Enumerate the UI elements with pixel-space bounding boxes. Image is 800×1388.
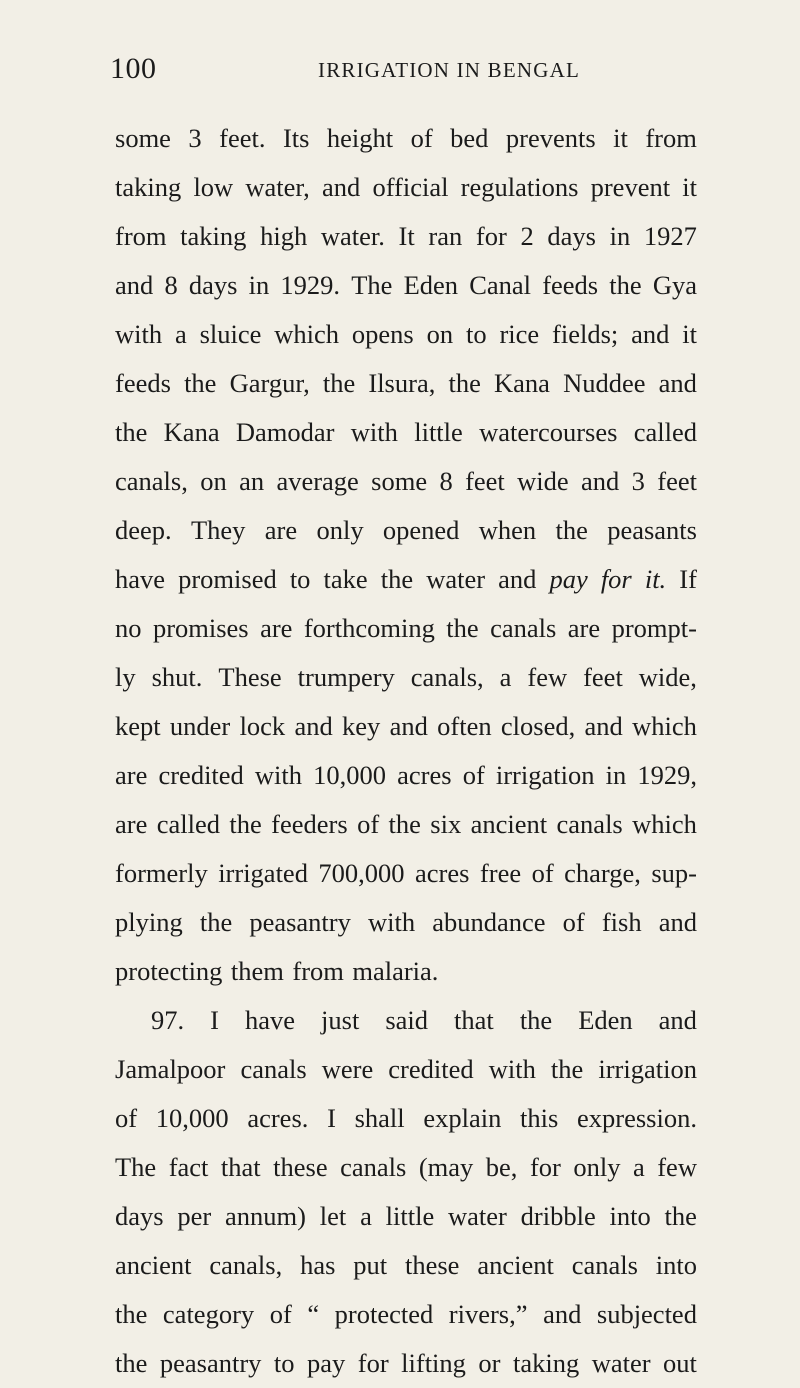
- word: water: [426, 564, 486, 594]
- word: the: [448, 368, 481, 398]
- text-line: [115, 1045, 697, 1094]
- word: 97.: [151, 1005, 185, 1035]
- word: and: [321, 172, 361, 202]
- word: it: [682, 172, 697, 202]
- word: key: [342, 711, 381, 741]
- word: the: [115, 1299, 148, 1329]
- word: a: [632, 1152, 645, 1182]
- word: fact: [168, 1152, 209, 1182]
- word: the: [519, 1005, 553, 1035]
- word: for: [357, 1348, 389, 1378]
- word: feet: [465, 466, 505, 496]
- text-line: [115, 898, 697, 947]
- text-line: [115, 653, 697, 702]
- word: malaria.: [352, 956, 439, 986]
- word: six: [430, 809, 462, 839]
- word: into: [609, 1201, 651, 1231]
- word: into: [655, 1250, 697, 1280]
- word: on: [200, 466, 227, 496]
- word: be,: [485, 1152, 518, 1182]
- word: in: [609, 221, 631, 251]
- word: lock: [239, 711, 286, 741]
- word: no: [115, 613, 142, 643]
- word: rice: [499, 319, 540, 349]
- word: has: [300, 1250, 336, 1280]
- word: canals: [340, 1152, 407, 1182]
- word: peasantry: [159, 1348, 262, 1378]
- word: wide: [517, 466, 569, 496]
- word: few: [657, 1152, 697, 1182]
- word: The: [115, 1152, 157, 1182]
- word: feet: [657, 466, 697, 496]
- word: promised: [178, 564, 277, 594]
- text-line: [115, 702, 697, 751]
- word: irrigation: [495, 760, 595, 790]
- word: are: [115, 809, 148, 839]
- word: I: [210, 1005, 219, 1035]
- word: in: [248, 270, 270, 300]
- page-header: [110, 52, 700, 92]
- word: and: [389, 711, 428, 741]
- word: with: [488, 1054, 536, 1084]
- word: of: [531, 858, 554, 888]
- word: watercourses: [479, 417, 618, 447]
- word: that: [220, 1152, 261, 1182]
- emphasized-word: pay: [549, 564, 588, 594]
- word: it: [682, 319, 697, 349]
- text-line: [115, 261, 697, 310]
- word: The: [351, 270, 393, 300]
- word: annum): [225, 1201, 306, 1231]
- word: are: [567, 613, 601, 643]
- word: with: [350, 417, 398, 447]
- word: 3: [188, 123, 202, 153]
- emphasized-word: it.: [644, 564, 667, 594]
- word: the: [322, 368, 356, 398]
- word: peasantry: [249, 907, 351, 937]
- word: the: [115, 417, 148, 447]
- word: that: [454, 1005, 494, 1035]
- word: and: [631, 319, 670, 349]
- word: irrigation: [598, 1054, 697, 1084]
- word: water,: [245, 172, 310, 202]
- word: and: [658, 1005, 697, 1035]
- word: 1927: [643, 221, 697, 251]
- word: ancient: [477, 1250, 554, 1280]
- word: the: [380, 564, 414, 594]
- word: rivers,”: [448, 1299, 528, 1329]
- text-line: [115, 408, 697, 457]
- word: Jamalpoor: [115, 1054, 226, 1084]
- text-line: [115, 359, 697, 408]
- word: canals: [490, 613, 557, 643]
- word: the: [184, 368, 217, 398]
- text-line: [115, 555, 697, 604]
- word: which: [632, 809, 697, 839]
- word: kept: [115, 711, 161, 741]
- word: little: [385, 1201, 435, 1231]
- word: called: [633, 417, 697, 447]
- word: the: [609, 270, 642, 300]
- word: average: [276, 466, 359, 496]
- word: prompt-: [611, 613, 697, 643]
- word: I: [327, 1103, 336, 1133]
- word: ly: [115, 662, 136, 692]
- word: to: [289, 564, 311, 594]
- word: and: [294, 711, 333, 741]
- word: when: [478, 515, 537, 545]
- word: Eden: [403, 270, 459, 300]
- page-number: 100: [110, 52, 157, 85]
- word: explain: [423, 1103, 502, 1133]
- word: promises: [152, 613, 249, 643]
- word: 8: [164, 270, 178, 300]
- word: plying: [115, 907, 183, 937]
- text-line: [115, 849, 697, 898]
- word: prevents: [505, 123, 596, 153]
- word: ancient: [470, 809, 548, 839]
- word: feeds: [542, 270, 599, 300]
- text-line: [115, 506, 697, 555]
- text-line: [115, 212, 697, 261]
- text-line: [115, 1143, 697, 1192]
- body-text: [115, 114, 697, 1388]
- word: of: [562, 907, 585, 937]
- word: lifting: [401, 1348, 466, 1378]
- text-line: [115, 457, 697, 506]
- word: to: [273, 1348, 295, 1378]
- word: are: [115, 760, 148, 790]
- word: credited: [388, 1054, 474, 1084]
- word: an: [239, 466, 265, 496]
- word: taking: [512, 1348, 580, 1378]
- word: and: [498, 564, 537, 594]
- word: put: [353, 1250, 388, 1280]
- text-line: [115, 1192, 697, 1241]
- word: acres: [415, 858, 470, 888]
- word: subjected: [596, 1299, 697, 1329]
- word: 700,000: [318, 858, 405, 888]
- text-line: [115, 310, 697, 359]
- word: which: [274, 319, 340, 349]
- word: feeds: [115, 368, 171, 398]
- word: If: [679, 564, 697, 594]
- word: shall: [354, 1103, 405, 1133]
- word: are: [264, 515, 298, 545]
- word: credited: [158, 760, 244, 790]
- word: sup-: [651, 858, 697, 888]
- word: 8: [439, 466, 453, 496]
- word: Damodar: [235, 417, 335, 447]
- word: a: [174, 319, 187, 349]
- word: ran: [428, 221, 463, 251]
- word: and: [658, 368, 697, 398]
- word: taking: [115, 172, 182, 202]
- word: which: [632, 711, 697, 741]
- word: closed,: [500, 711, 576, 741]
- word: 10,000: [313, 760, 387, 790]
- word: abundance: [432, 907, 546, 937]
- word: out: [663, 1348, 697, 1378]
- word: prevent: [590, 172, 671, 202]
- word: acres.: [247, 1103, 309, 1133]
- word: charge,: [564, 858, 641, 888]
- text-line: [115, 163, 697, 212]
- word: take: [323, 564, 368, 594]
- word: 10,000: [155, 1103, 229, 1133]
- word: the: [199, 907, 233, 937]
- word: and: [658, 907, 697, 937]
- word: “: [307, 1299, 320, 1329]
- word: the: [446, 613, 479, 643]
- word: Kana: [494, 368, 550, 398]
- word: said: [385, 1005, 429, 1035]
- word: a: [499, 662, 512, 692]
- word: feet.: [219, 123, 266, 153]
- word: These: [218, 662, 282, 692]
- word: opened: [382, 515, 460, 545]
- word: Its: [282, 123, 310, 153]
- word: canals,: [410, 662, 484, 692]
- word: and: [584, 711, 623, 741]
- word: only: [316, 515, 364, 545]
- word: few: [527, 662, 568, 692]
- word: the: [229, 809, 262, 839]
- word: Gargur,: [229, 368, 310, 398]
- word: them: [230, 956, 284, 986]
- word: water: [591, 1348, 651, 1378]
- word: canals: [571, 1250, 638, 1280]
- word: of: [462, 760, 485, 790]
- word: with: [254, 760, 303, 790]
- text-line: [115, 996, 697, 1045]
- word: and: [581, 466, 620, 496]
- word: deep.: [115, 515, 172, 545]
- word: irrigated: [218, 858, 308, 888]
- word: called: [156, 809, 221, 839]
- word: feeders: [271, 809, 348, 839]
- word: 2: [520, 221, 534, 251]
- text-line: [115, 1094, 697, 1143]
- word: are: [260, 613, 293, 643]
- word: It: [398, 221, 415, 251]
- word: often: [437, 711, 492, 741]
- text-line: [115, 1290, 697, 1339]
- word: the: [388, 809, 421, 839]
- word: days: [188, 270, 238, 300]
- text-line: [115, 947, 697, 996]
- word: the: [115, 1348, 148, 1378]
- word: with: [367, 907, 416, 937]
- word: protecting: [115, 956, 223, 986]
- word: wide,: [638, 662, 697, 692]
- word: in: [605, 760, 627, 790]
- emphasized-word: for: [600, 564, 632, 594]
- word: were: [321, 1054, 374, 1084]
- word: with: [115, 319, 163, 349]
- word: to: [465, 319, 487, 349]
- word: the: [664, 1201, 697, 1231]
- word: feet: [583, 662, 623, 692]
- word: the: [555, 515, 588, 545]
- word: fields;: [552, 319, 619, 349]
- word: have: [115, 564, 166, 594]
- word: for: [475, 221, 507, 251]
- word: Ilsura,: [368, 368, 436, 398]
- word: on: [426, 319, 454, 349]
- word: canals,: [209, 1250, 283, 1280]
- word: peasants: [607, 515, 697, 545]
- word: water: [448, 1201, 507, 1231]
- word: high: [260, 221, 308, 251]
- word: Gya: [652, 270, 697, 300]
- word: They: [190, 515, 246, 545]
- word: taking: [180, 221, 247, 251]
- word: ancient: [115, 1250, 192, 1280]
- word: days: [547, 221, 596, 251]
- word: these: [405, 1250, 460, 1280]
- word: opens: [351, 319, 414, 349]
- word: from: [292, 956, 344, 986]
- word: per: [177, 1201, 212, 1231]
- word: canals,: [115, 466, 188, 496]
- word: of: [115, 1103, 138, 1133]
- word: only: [573, 1152, 621, 1182]
- word: from: [645, 123, 697, 153]
- word: for: [529, 1152, 561, 1182]
- word: shut.: [151, 662, 203, 692]
- word: Canal: [469, 270, 532, 300]
- word: expression.: [577, 1103, 697, 1133]
- word: category: [162, 1299, 255, 1329]
- word: these: [273, 1152, 328, 1182]
- word: have: [244, 1005, 296, 1035]
- word: 3: [631, 466, 645, 496]
- word: acres: [397, 760, 452, 790]
- word: of: [357, 809, 380, 839]
- word: (may: [418, 1152, 474, 1182]
- running-head: IRRIGATION IN BENGAL: [318, 58, 580, 82]
- word: of: [410, 123, 433, 153]
- word: free: [479, 858, 522, 888]
- word: from: [115, 221, 167, 251]
- word: let: [319, 1201, 347, 1231]
- text-line: [115, 751, 697, 800]
- word: low: [193, 172, 234, 202]
- word: some: [115, 123, 171, 153]
- word: height: [326, 123, 394, 153]
- word: and: [115, 270, 154, 300]
- word: and: [543, 1299, 582, 1329]
- word: 1929,: [637, 760, 697, 790]
- text-line: [115, 604, 697, 653]
- word: water.: [320, 221, 385, 251]
- word: dribble: [520, 1201, 596, 1231]
- word: or: [478, 1348, 501, 1378]
- text-line: [115, 1339, 697, 1388]
- word: canals: [240, 1054, 307, 1084]
- word: Kana: [163, 417, 220, 447]
- word: the: [550, 1054, 584, 1084]
- word: trumpery: [297, 662, 395, 692]
- word: protected: [334, 1299, 434, 1329]
- word: a: [360, 1201, 372, 1231]
- word: formerly: [115, 858, 208, 888]
- word: fish: [601, 907, 642, 937]
- text-line: [115, 800, 697, 849]
- word: under: [169, 711, 231, 741]
- word: bed: [450, 123, 489, 153]
- word: Nuddee: [563, 368, 646, 398]
- word: sluice: [199, 319, 262, 349]
- word: canals: [556, 809, 623, 839]
- word: forthcoming: [303, 613, 435, 643]
- text-line: [115, 1241, 697, 1290]
- word: days: [115, 1201, 164, 1231]
- word: it: [613, 123, 628, 153]
- text-line: [115, 114, 697, 163]
- word: regulations: [460, 172, 579, 202]
- word: of: [269, 1299, 292, 1329]
- word: pay: [307, 1348, 346, 1378]
- word: this: [520, 1103, 559, 1133]
- word: official: [372, 172, 449, 202]
- word: some: [371, 466, 428, 496]
- word: just: [321, 1005, 360, 1035]
- word: 1929.: [280, 270, 341, 300]
- word: little: [414, 417, 463, 447]
- word: Eden: [578, 1005, 633, 1035]
